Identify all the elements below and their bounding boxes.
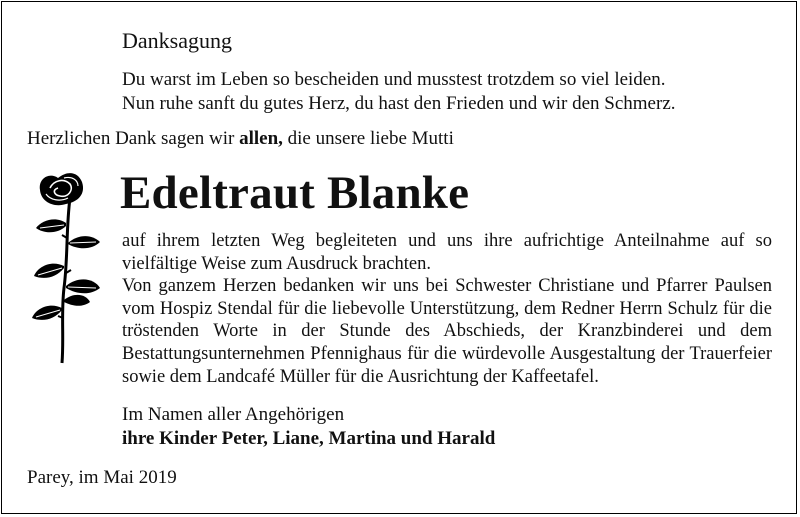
- intro-before: Herzlichen Dank sagen wir: [27, 128, 240, 149]
- deceased-name: Edeltraut Blanke: [120, 167, 470, 219]
- signers: ihre Kinder Peter, Liane, Martina und Harald: [122, 428, 496, 449]
- heading: Danksagung: [122, 28, 232, 53]
- intro-after: die unsere liebe Mutti: [282, 128, 454, 149]
- body-text: [122, 230, 772, 388]
- poem: [122, 68, 676, 116]
- intro-bold: allen,: [239, 128, 283, 149]
- poem-line: Nun ruhe sanft du gutes Herz, du hast den Frieden und wir den Schmerz.: [122, 93, 676, 114]
- closing: [122, 403, 495, 451]
- poem-line: Du warst im Leben so bescheiden und musstest trotzdem so viel leiden.: [122, 69, 666, 90]
- body-paragraph: auf ihrem letzten Weg begleiteten und uns ihre aufrichtige Anteilnahme auf so vielfältige Weise zum Ausdruck brachten.: [122, 231, 772, 274]
- closing-line: Im Namen aller Angehörigen: [122, 404, 345, 425]
- intro-line: [27, 128, 454, 150]
- rose-icon: [28, 168, 108, 364]
- place-date: Parey, im Mai 2019: [27, 467, 177, 488]
- body-paragraph: Von ganzem Herzen bedanken wir uns bei Schwester Christiane und Pfarrer Paulsen vom Hospiz Stendal für die liebevolle Unterstützung, dem Redner Herrn Schulz für die tröstenden Worte in der Stunde des Abschieds, der Kranzbinderei und dem Bestattungsunternehmen Pfennighaus für die würdevolle Ausgestaltung der Trauerfeier sowie dem Landcafé Müller für die Ausrichtung der Kaffeetafel.: [122, 276, 772, 387]
